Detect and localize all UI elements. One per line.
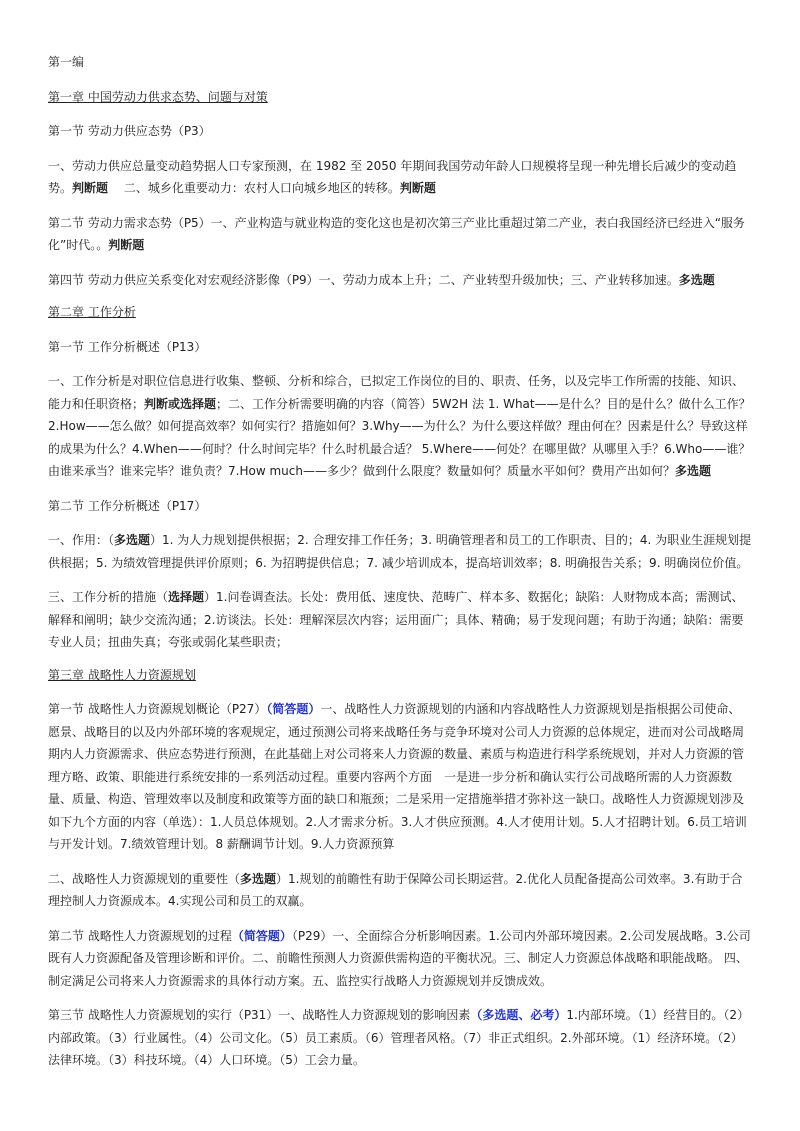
question-type-tag: 多选题 (240, 871, 277, 886)
paragraph: 第四节 劳动力供应关系变化对宏观经济影像（P9）一、劳动力成本上升；二、产业转型升级加快；三、产业转移加速。多选题 (48, 272, 715, 287)
question-type-tag-blue: （简答题） (231, 928, 292, 943)
section-heading: 第一节 工作分析概述（P13） (48, 339, 207, 354)
question-type-tag: 判断题 (72, 181, 109, 195)
paragraph: 三、工作分析的措施（选择题）1.问卷调查法。长处：费用低、速度快、范畴广、样本多、数据化；缺陷：人财物成本高；需测试、解释和阐明；缺少交流沟通；2.访谈法。长处：理解深层次内容；运用面广；具体、精确；易于发现问题；有助于沟通；缺陷：需要专业人员；扭曲失真；夸张或弱化某些职责； (48, 590, 744, 649)
section-heading: 第二节 工作分析概述（P17） (48, 498, 207, 513)
question-type-tag: 判断或选择题 (144, 396, 217, 411)
paragraph: 第一节 战略性人力资源规划概论（P27）（简答题）一、战略性人力资源规划的内涵和内容战略性人力资源规划是指根据公司使命、愿景、战略目的以及内外部环境的客观规定，通过预测公司将来战略任务与竞争环境对公司人力资源的总体规定，进而对公司战略周期内人力资源需求、供应态势进行预测，在此基础上对公司将来人力资源的数量、素质与构造进行科学系统规划，并对人力资源的管理方略、政策、职能进行系统安排的一系列活动过程。重要内容两个方面 一是进一步分析和确认实行公司战略所需的人力资源数量、质量、构造、管理效率以及制度和政策等方面的缺口和瓶颈；二是采用一定措施举措才弥补这一缺口。战略性人力资源规划涉及如下九个方面的内容（单选）：1.人员总体规划。2.人才需求分析。3.人才供应预测。4.人才使用计划。5.人才招聘计划。6.员工培训与开发计划。7.绩效管理计划。8 薪酬调节计划。9.人力资源预算 (48, 702, 747, 851)
paragraph: 第二节 劳动力需求态势（P5）一、产业构造与就业构造的变化这也是初次第三产业比重超过第二产业，表白我国经济已经进入“服务化”时代。。判断题 (48, 215, 745, 252)
section-heading: 第一节 劳动力供应态势（P3） (48, 124, 211, 138)
question-type-tag-blue: （多选题、必考） (470, 1008, 567, 1022)
paragraph: 第二节 战略性人力资源规划的过程（简答题）（P29）一、全面综合分析影响因素。1.公司内外部环境因素。2.公司发展战略。3.公司既有人力资源配备及管理诊断和评价。二、前瞻性预测人力资源供需构造的平衡状况。三、制定人力资源总体战略和职能战略。 四、制定满足公司将来人力资源需求的具体行动方案。五、监控实行战略人力资源规划并反馈成效。 (48, 928, 751, 988)
question-type-tag: 判断题 (399, 181, 436, 195)
chapter-1-title: 第一章 中国劳动力供求态势、问题与对策 (48, 89, 268, 104)
part-title: 第一编 (48, 55, 85, 69)
chapter-2-title: 第二章 工作分析 (48, 305, 136, 319)
question-type-tag-blue: （简答题） (266, 702, 321, 716)
question-type-tag: 多选题 (678, 272, 715, 287)
question-type-tag: 多选题 (674, 464, 711, 478)
paragraph: 一、劳动力供应总量变动趋势据人口专家预测，在 1982 至 2050 年期间我国劳动年龄人口规模将呈现一种先增长后减少的变动趋势。判断题 二、城乡化重要动力：农村人口向城乡地区的转移。判断题 (48, 158, 737, 195)
paragraph: 一、工作分析是对职位信息进行收集、整顿、分析和综合，已拟定工作岗位的目的、职责、任务，以及完毕工作所需的技能、知识、能力和任职资格；判断或选择题；二、工作分析需要明确的内容（简答）5W2H 法 1. What——是什么？目的是什么？做什么工作？2.How——怎么做？如何提高效率？如何实行？措施如何？3.Why——为什么？为什么要这样做？理由何在？因素是什么？导致这样的成果为什么？4.When——何时？什么时间完毕？什么时机最合适？ 5.Where——何处？在哪里做？从哪里入手？6.Who——谁？由谁来承当？谁来完毕？谁负责？7.How much——多少？做到什么限度？数量如何？质量水平如何？费用产出如何？多选题 (48, 374, 751, 478)
paragraph: 一、作用：（多选题）1. 为人力规划提供根据；2. 合理安排工作任务；3. 明确管理者和员工的工作职责、目的；4. 为职业生涯规划提供根据；5. 为绩效管理提供评价原则；6. 为招聘提供信息；7. 减少培训成本，提高培训效率；8. 明确报告关系；9. 明确岗位价值。 (48, 533, 752, 570)
paragraph: 第三节 战略性人力资源规划的实行（P31）一、战略性人力资源规划的影响因素（多选题、必考）1.内部环境。（1）经营目的。（2）内部政策。（3）行业属性。（4）公司文化。（5）员工素质。（6）管理者风格。（7）非正式组织。2.外部环境。（1）经济环境。（2）法律环境。（3）科技环境。（4）人口环境。（5）工会力量。 (48, 1008, 750, 1067)
chapter-3-title: 第三章 战略性人力资源规划 (48, 667, 196, 682)
question-type-tag: 判断题 (108, 238, 145, 252)
question-type-tag: 多选题 (114, 533, 151, 547)
question-type-tag: 选择题 (168, 590, 205, 604)
paragraph: 二、战略性人力资源规划的重要性（多选题）1.规划的前瞻性有助于保障公司长期运营。2.优化人员配备提高公司效率。3.有助于合理控制人力资源成本。4.实现公司和员工的双赢。 (48, 871, 743, 908)
